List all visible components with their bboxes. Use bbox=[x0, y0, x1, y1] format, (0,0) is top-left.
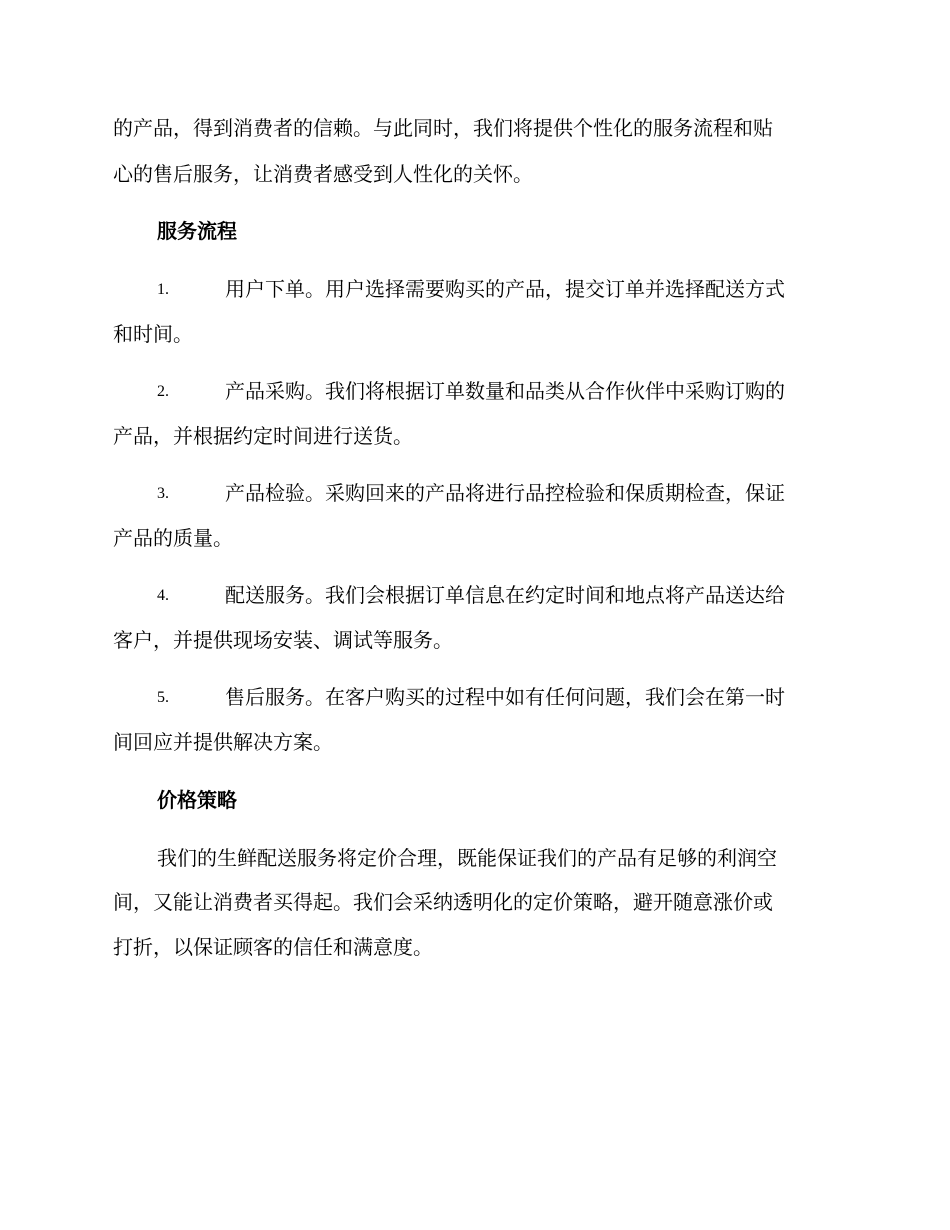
list-item-text-continued: 间回应并提供解决方案。 bbox=[113, 730, 333, 754]
list-item-number: 5. bbox=[157, 689, 169, 706]
list-item-text-continued: 产品的质量。 bbox=[113, 526, 233, 550]
list-item-text-continued: 和时间。 bbox=[113, 322, 193, 346]
list-item-number: 3. bbox=[157, 485, 169, 502]
list-item-text: 售后服务。在客户购买的过程中如有任何问题，我们会在第一时 bbox=[225, 685, 785, 709]
intro-line-1: 的产品，得到消费者的信赖。与此同时，我们将提供个性化的服务流程和贴 bbox=[113, 116, 773, 140]
list-item-text-continued: 客户，并提供现场安装、调试等服务。 bbox=[113, 628, 453, 652]
list-item-number: 2. bbox=[157, 383, 169, 400]
list-item-text: 产品检验。采购回来的产品将进行品控检验和保质期检查，保证 bbox=[225, 481, 785, 505]
list-item-text: 配送服务。我们会根据订单信息在约定时间和地点将产品送达给 bbox=[225, 583, 785, 607]
list-item-text-continued: 产品，并根据约定时间进行送货。 bbox=[113, 424, 413, 448]
pricing-line-2: 间，又能让消费者买得起。我们会采纳透明化的定价策略，避开随意涨价或 bbox=[113, 890, 773, 914]
section-heading-service-process: 服务流程 bbox=[157, 219, 237, 243]
list-item-text: 产品采购。我们将根据订单数量和品类从合作伙伴中采购订购的 bbox=[225, 379, 785, 403]
intro-line-2: 心的售后服务，让消费者感受到人性化的关怀。 bbox=[113, 162, 533, 186]
list-item-text: 用户下单。用户选择需要购买的产品，提交订单并选择配送方式 bbox=[225, 277, 785, 301]
section-heading-pricing: 价格策略 bbox=[157, 788, 237, 812]
list-item-number: 1. bbox=[157, 281, 169, 298]
pricing-line-1: 我们的生鲜配送服务将定价合理，既能保证我们的产品有足够的利润空 bbox=[157, 846, 777, 870]
list-item-number: 4. bbox=[157, 587, 169, 604]
pricing-line-3: 打折，以保证顾客的信任和满意度。 bbox=[113, 935, 433, 959]
